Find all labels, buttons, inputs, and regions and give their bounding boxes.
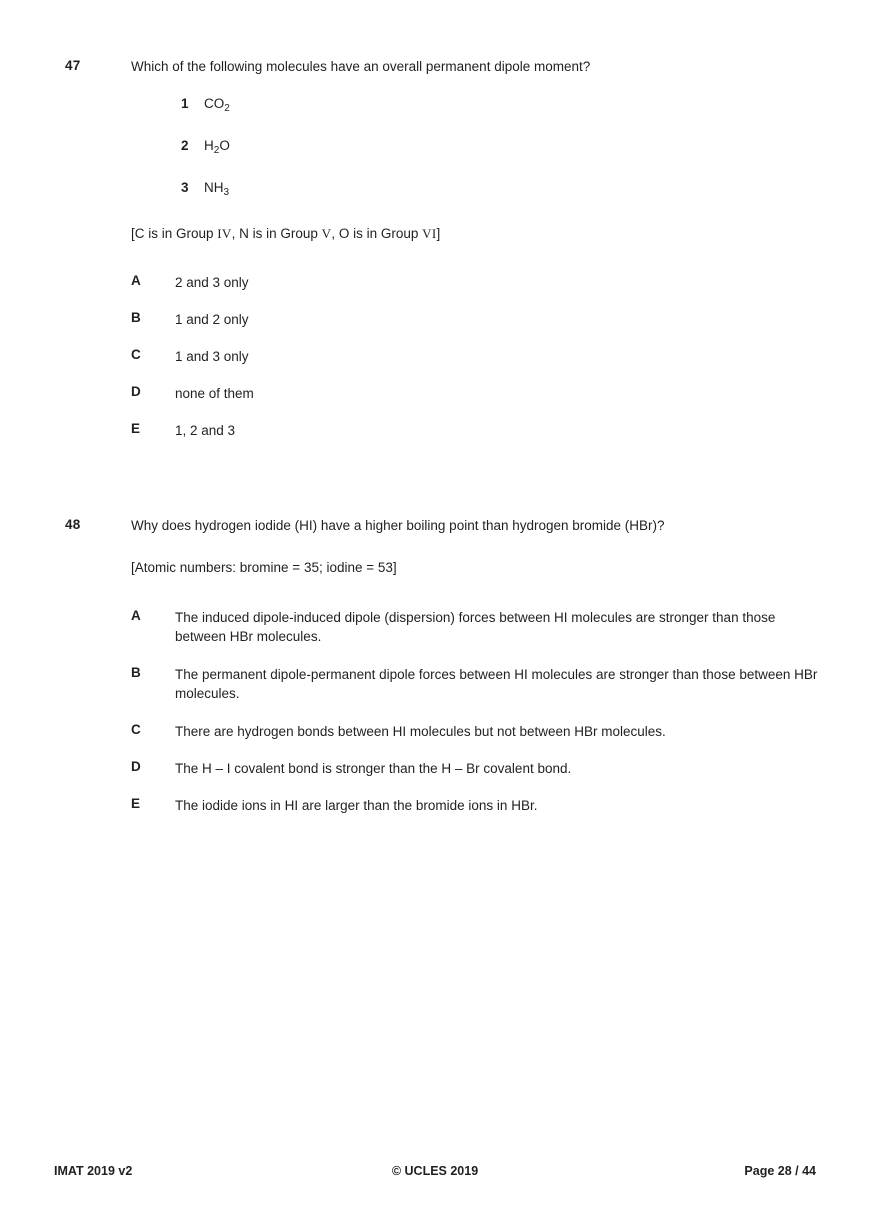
- option-letter: A: [131, 273, 141, 288]
- option-c[interactable]: [0, 722, 870, 759]
- option-letter: D: [131, 759, 141, 774]
- option-d[interactable]: [0, 384, 870, 421]
- note-part: ]: [436, 226, 441, 241]
- group-numeral: IV: [217, 226, 232, 241]
- option-e[interactable]: [0, 796, 870, 833]
- option-text: 1, 2 and 3: [175, 423, 236, 438]
- question-stem: Why does hydrogen iodide (HI) have a higher boiling point than hydrogen bromide (HBr)?: [131, 518, 665, 533]
- option-letter: B: [131, 665, 141, 680]
- item-formula: $H_2O$: [204, 138, 230, 156]
- question-47-numbered-list: [0, 96, 870, 222]
- item-number: 2: [181, 138, 189, 153]
- numbered-item: [0, 180, 870, 222]
- numbered-item: [0, 96, 870, 138]
- note-part: , O is in Group: [331, 226, 423, 241]
- option-c[interactable]: [0, 347, 870, 384]
- option-text: The permanent dipole-permanent dipole forces between HI molecules are stronger than those between HBr molecules.: [175, 667, 818, 702]
- option-d[interactable]: [0, 759, 870, 796]
- option-b[interactable]: [0, 665, 870, 722]
- item-formula: $CO_2$: [204, 96, 230, 114]
- question-number: 47: [65, 58, 81, 73]
- option-letter: D: [131, 384, 141, 399]
- group-numeral: VI: [422, 226, 437, 241]
- option-letter: E: [131, 421, 141, 436]
- question-48-options: [0, 608, 870, 833]
- option-text: none of them: [175, 386, 254, 401]
- option-letter: C: [131, 722, 141, 737]
- option-text: The H – I covalent bond is stronger than the H – Br covalent bond.: [175, 761, 572, 776]
- option-letter: A: [131, 608, 141, 623]
- option-text: 1 and 3 only: [175, 349, 249, 364]
- item-number: 1: [181, 96, 189, 111]
- option-text: The iodide ions in HI are larger than the bromide ions in HBr.: [175, 798, 538, 813]
- footer-exam-code: IMAT 2019 v2: [54, 1164, 133, 1178]
- option-letter: B: [131, 310, 141, 325]
- footer-page-number: Page 28 / 44: [744, 1164, 816, 1178]
- option-letter: E: [131, 796, 141, 811]
- option-a[interactable]: [0, 273, 870, 310]
- numbered-item: [0, 138, 870, 180]
- option-e[interactable]: [0, 421, 870, 458]
- question-47-note: [131, 226, 440, 242]
- note-part: [C is in Group: [131, 226, 218, 241]
- option-a[interactable]: [0, 608, 870, 665]
- page-footer: [0, 1158, 870, 1188]
- option-b[interactable]: [0, 310, 870, 347]
- option-text: The induced dipole-induced dipole (dispersion) forces between HI molecules are stronger than those between HBr molecules.: [175, 610, 776, 645]
- note-part: , N is in Group: [231, 226, 322, 241]
- option-text: 1 and 2 only: [175, 312, 249, 327]
- question-48-note: [Atomic numbers: bromine = 35; iodine = 53]: [131, 560, 397, 575]
- question-47-options: [0, 273, 870, 458]
- item-formula: $NH_3$: [204, 180, 230, 198]
- group-numeral: V: [321, 226, 332, 241]
- option-text: 2 and 3 only: [175, 275, 249, 290]
- footer-copyright: © UCLES 2019: [391, 1164, 479, 1178]
- option-text: There are hydrogen bonds between HI molecules but not between HBr molecules.: [175, 724, 666, 739]
- question-stem: Which of the following molecules have an overall permanent dipole moment?: [131, 59, 591, 74]
- item-number: 3: [181, 180, 189, 195]
- option-letter: C: [131, 347, 141, 362]
- question-number: 48: [65, 517, 81, 532]
